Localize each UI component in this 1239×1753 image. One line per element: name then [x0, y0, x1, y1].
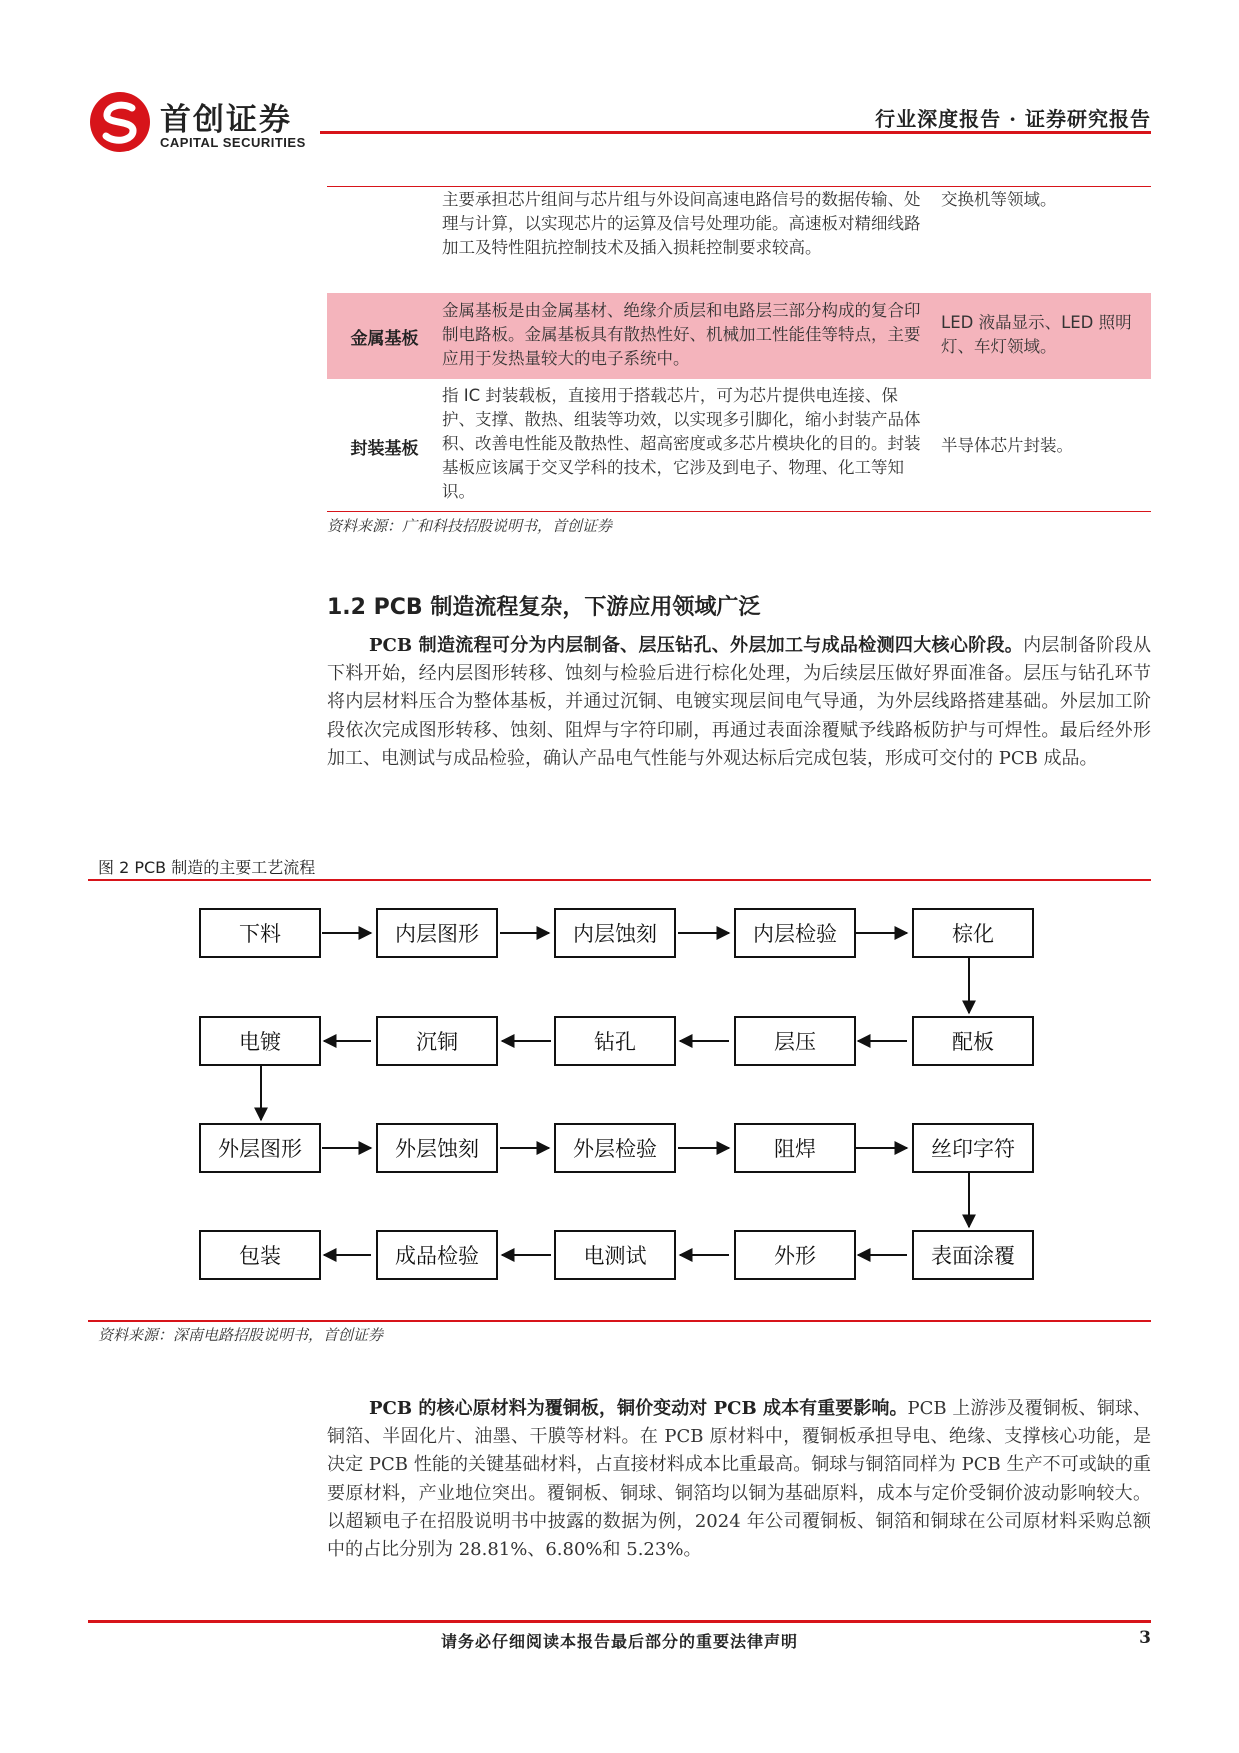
row-application: 交换机等领域。 [941, 190, 1057, 209]
step-cutting: 下料 [199, 908, 321, 958]
step-plating: 电镀 [199, 1016, 321, 1066]
paragraph-materials [327, 1395, 1151, 1564]
table-row-highlighted [327, 293, 1151, 379]
paragraph-body: PCB 上游涉及覆铜板、铜球、铜箔、半固化片、油墨、干膜等材料。在 PCB 原材料中，覆铜板承担导电、绝缘、支撑核心功能，是决定 PCB 性能的关键基础材料，占直接材料成本比重最高。铜球与铜箔同样为 PCB 生产不可或缺的重要原材料，产业地位突出。覆铜板、铜球、铜箔均以铜为基础原料，成本与定价受铜价波动影响较大。以超颖电子在招股说明书中披露的数据为例，2024 年公司覆铜板、铜箔和铜球在公司原材料采购总额中的占比分别为 28.81%、6.80%和 5.23%。 [327, 1398, 1151, 1561]
row-description: 指 IC 封装载板，直接用于搭载芯片，可为芯片提供电连接、保护、支撑、散热、组装等功效，以实现多引脚化，缩小封装产品体积、改善电性能及散热性、超高密度或多芯片模块化的目的。封装基板应该属于交叉学科的技术，它涉及到电子、物理、化工等知识。 [442, 386, 921, 501]
step-lamination: 层压 [734, 1016, 856, 1066]
step-profiling: 外形 [734, 1230, 856, 1280]
step-outer-inspect: 外层检验 [554, 1123, 676, 1173]
paragraph-lead: PCB 的核心原材料为覆铜板，铜价变动对 PCB 成本有重要影响。 [369, 1398, 908, 1419]
step-drilling: 钻孔 [554, 1016, 676, 1066]
row-application: 半导体芯片封装。 [941, 436, 1073, 455]
table-row [327, 188, 1151, 292]
figure-bottom-rule [88, 1320, 1151, 1322]
row-name: 封装基板 [350, 439, 419, 459]
step-outer-pattern: 外层图形 [199, 1123, 321, 1173]
step-inner-etch: 内层蚀刻 [554, 908, 676, 958]
row-application: LED 液晶显示、LED 照明灯、车灯领域。 [941, 313, 1132, 356]
step-inner-pattern: 内层图形 [376, 908, 498, 958]
page-number: 3 [1139, 1628, 1151, 1648]
step-electrical-test: 电测试 [554, 1230, 676, 1280]
paragraph-lead: PCB 制造流程可分为内层制备、层压钻孔、外层加工与成品检测四大核心阶段。 [369, 635, 1024, 656]
report-type: 行业深度报告 · 证券研究报告 [875, 107, 1151, 131]
paragraph-process [327, 632, 1151, 773]
row-description: 主要承担芯片组间与芯片组与外设间高速电路信号的数据传输、处理与计算，以实现芯片的运算及信号处理功能。高速板对精细线路加工及特性阻抗控制技术及插入损耗控制要求较高。 [442, 190, 921, 257]
row-description: 金属基板是由金属基材、绝缘介质层和电路层三部分构成的复合印制电路板。金属基板具有散热性好、机械加工性能佳等特点，主要应用于发热量较大的电子系统中。 [442, 301, 921, 368]
table-top-rule [327, 186, 1151, 187]
step-layup: 配板 [912, 1016, 1034, 1066]
logo-icon [88, 90, 152, 154]
figure-title: 图 2 PCB 制造的主要工艺流程 [98, 858, 316, 877]
section-title: 1.2 PCB 制造流程复杂，下游应用领域广泛 [327, 595, 761, 620]
figure-source: 资料来源：深南电路招股说明书，首创证券 [98, 1326, 384, 1344]
footer-rule [88, 1620, 1151, 1623]
step-final-inspect: 成品检验 [376, 1230, 498, 1280]
step-solder-mask: 阻焊 [734, 1123, 856, 1173]
step-silkscreen: 丝印字符 [912, 1123, 1034, 1173]
step-outer-etch: 外层蚀刻 [376, 1123, 498, 1173]
figure-top-rule [88, 879, 1151, 881]
step-surface-finish: 表面涂覆 [912, 1230, 1034, 1280]
row-name: 金属基板 [350, 329, 419, 349]
header-rule [320, 131, 1151, 134]
table-source: 资料来源：广和科技招股说明书，首创证券 [327, 517, 613, 535]
brand-name-en: CAPITAL SECURITIES [160, 135, 306, 150]
step-copper-deposit: 沉铜 [376, 1016, 498, 1066]
step-packaging: 包装 [199, 1230, 321, 1280]
table-row [327, 382, 1151, 510]
step-brown-oxide: 棕化 [912, 908, 1034, 958]
footer-disclaimer: 请务必仔细阅读本报告最后部分的重要法律声明 [440, 1632, 798, 1651]
brand-name-cn: 首创证券 [160, 102, 292, 138]
step-inner-inspect: 内层检验 [734, 908, 856, 958]
table-bottom-rule [327, 511, 1151, 512]
paragraph-body: 内层制备阶段从下料开始，经内层图形转移、蚀刻与检验后进行棕化处理，为后续层压做好界面准备。层压与钻孔环节将内层材料压合为整体基板，并通过沉铜、电镀实现层间电气导通，为外层线路搭建基础。外层加工阶段依次完成图形转移、蚀刻、阻焊与字符印刷，再通过表面涂覆赋予线路板防护与可焊性。最后经外形加工、电测试与成品检验，确认产品电气性能与外观达标后完成包装，形成可交付的 PCB 成品。 [327, 635, 1152, 769]
